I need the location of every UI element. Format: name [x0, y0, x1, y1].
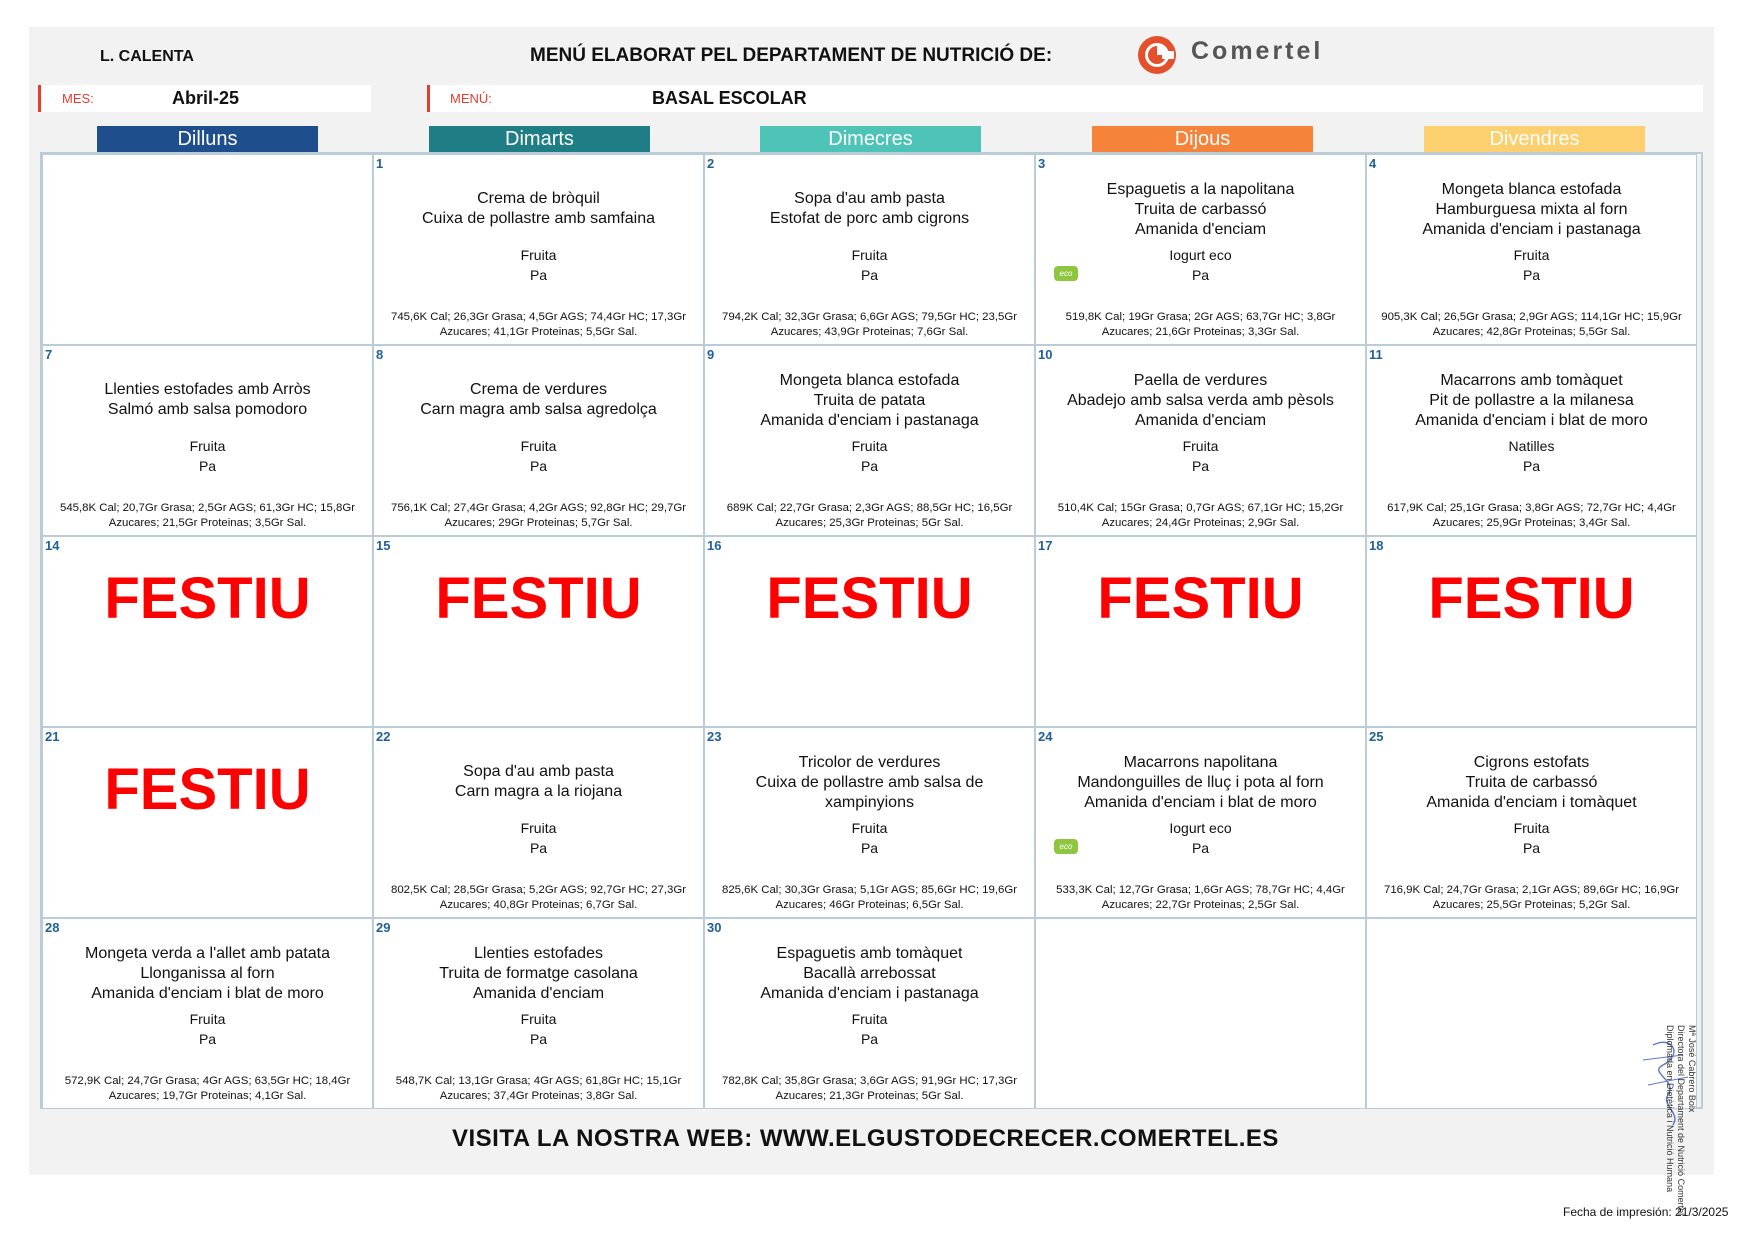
day-number: 11 [1369, 347, 1383, 362]
holiday-label: FESTIU [104, 757, 311, 822]
dessert-item: Fruita [1513, 820, 1550, 836]
dessert-item: Iogurt eco [1169, 247, 1232, 263]
dish-item: Amanida d'enciam [1134, 221, 1267, 238]
day-cell [1366, 154, 1697, 345]
day-cell [42, 918, 373, 1109]
nutrition-info: 617,9K Cal; 25,1Gr Grasa; 3,8Gr AGS; 72,7Gr HC; 4,4Gr Azucares; 25,9Gr Proteinas; 3,4Gr Sal. [1387, 502, 1676, 529]
dish-item: Amanida d'enciam [1134, 412, 1267, 429]
day-cell [373, 536, 704, 727]
line-label: L. CALENTA [100, 48, 194, 65]
bread-item: Pa [1522, 840, 1541, 856]
dish-item: Crema de bròquil [477, 190, 600, 207]
dish-item: Truita de formatge casolana [439, 965, 638, 982]
day-number: 14 [45, 538, 60, 553]
extras-list [374, 436, 703, 476]
dessert-item: Fruita [520, 1011, 557, 1027]
day-cell [373, 345, 704, 536]
dish-item: xampinyions [825, 794, 914, 811]
day-header-tuesday: Dimarts [429, 126, 650, 152]
brand-name: Comertel [1191, 37, 1324, 65]
nutrition-info: 802,5K Cal; 28,5Gr Grasa; 5,2Gr AGS; 92,7Gr HC; 27,3Gr Azucares; 40,8Gr Proteinas; 6,7Gr Sal. [390, 884, 687, 911]
dish-item: Cigrons estofats [1473, 754, 1590, 771]
dish-item: Abadejo amb salsa verda amb pèsols [1067, 392, 1334, 409]
dish-list [705, 189, 1034, 229]
holiday-label: FESTIU [1097, 566, 1304, 631]
dish-item: Carn magra a la riojana [454, 783, 623, 800]
dessert-item: Fruita [851, 820, 888, 836]
day-number: 8 [376, 347, 384, 362]
nutrition-info: 745,6K Cal; 26,3Gr Grasa; 4,5Gr AGS; 74,4Gr HC; 17,3Gr Azucares; 41,1Gr Proteinas; 5,5Gr Sal. [390, 311, 687, 338]
dish-list [374, 762, 703, 802]
day-cell [704, 154, 1035, 345]
month-label: MES: [62, 91, 94, 106]
dish-list [43, 944, 372, 1004]
extras-list [1036, 245, 1365, 285]
holiday-label: FESTIU [1428, 566, 1635, 631]
day-cell [373, 154, 704, 345]
dish-item: Amanida d'enciam [472, 985, 605, 1002]
day-number: 23 [707, 729, 722, 744]
dish-item: Espaguetis a la napolitana [1106, 181, 1295, 198]
month-bar-accent [38, 85, 41, 112]
day-number: 17 [1038, 538, 1053, 553]
dessert-item: Fruita [189, 438, 226, 454]
dish-list [1367, 180, 1696, 240]
calendar-grid [40, 152, 1703, 1109]
day-cell [704, 918, 1035, 1109]
bread-item: Pa [1191, 458, 1210, 474]
signature-line: Mª José Cabrero Bolx [1687, 1025, 1697, 1113]
signature-text [1664, 1025, 1697, 1215]
dish-list [374, 189, 703, 229]
nutrition-info: 794,2K Cal; 32,3Gr Grasa; 6,6Gr AGS; 79,5Gr HC; 23,5Gr Azucares; 43,9Gr Proteinas; 7,6Gr Sal. [721, 311, 1018, 338]
signature-line: Diplomada en Dietètica i Nutrició Humana [1665, 1025, 1675, 1193]
dessert-item: Fruita [189, 1011, 226, 1027]
menu-label: MENÚ: [450, 91, 492, 106]
dish-list [374, 944, 703, 1004]
dish-item: Llenties estofades [474, 945, 603, 962]
dessert-item: Natilles [1508, 438, 1555, 454]
month-bar [38, 85, 371, 112]
dish-item: Cuixa de pollastre amb samfaina [421, 210, 655, 227]
day-cell [1035, 727, 1366, 918]
extras-list [43, 1009, 372, 1049]
day-number: 4 [1369, 156, 1377, 171]
dessert-item: Fruita [851, 1011, 888, 1027]
comertel-logo [1135, 33, 1365, 77]
dessert-item: Fruita [520, 438, 557, 454]
day-number: 1 [376, 156, 384, 171]
website-banner: VISITA LA NOSTRA WEB: WWW.ELGUSTODECRECER.COMERTEL.ES [452, 1125, 1279, 1152]
day-cell [704, 536, 1035, 727]
dish-item: Sopa d'au amb pasta [794, 190, 945, 207]
bread-item: Pa [860, 267, 879, 283]
dish-item: Mongeta blanca estofada [779, 372, 960, 389]
extras-list [1036, 818, 1365, 858]
day-number: 7 [45, 347, 53, 362]
bread-item: Pa [1522, 458, 1541, 474]
extras-list [1367, 436, 1696, 476]
dish-list [705, 371, 1034, 431]
extras-list [1036, 436, 1365, 476]
menu-bar [427, 85, 1703, 112]
nutrition-info: 572,9K Cal; 24,7Gr Grasa; 4Gr AGS; 63,5Gr HC; 18,4Gr Azucares; 19,7Gr Proteinas; 4,1Gr Sal. [64, 1075, 351, 1102]
nutrition-info: 825,6K Cal; 30,3Gr Grasa; 5,1Gr AGS; 85,6Gr HC; 19,6Gr Azucares; 46Gr Proteinas; 6,5Gr Sal. [721, 884, 1018, 911]
day-cell [1035, 154, 1366, 345]
nutrition-info: 689K Cal; 22,7Gr Grasa; 2,3Gr AGS; 88,5Gr HC; 16,5Gr Azucares; 25,3Gr Proteinas; 5Gr Sal. [726, 502, 1013, 529]
dish-item: Truita de carbassó [1465, 774, 1598, 791]
nutrition-info: 545,8K Cal; 20,7Gr Grasa; 2,5Gr AGS; 61,3Gr HC; 15,8Gr Azucares; 21,5Gr Proteinas; 3,5Gr Sal. [59, 502, 356, 529]
extras-list [1367, 245, 1696, 285]
dish-item: Macarrons napolitana [1123, 754, 1278, 771]
dish-list [374, 380, 703, 420]
dish-item: Carn magra amb salsa agredolça [420, 401, 657, 418]
dish-list [705, 944, 1034, 1004]
nutrition-info: 756,1K Cal; 27,4Gr Grasa; 4,2Gr AGS; 92,8Gr HC; 29,7Gr Azucares; 29Gr Proteinas; 5,7Gr Sal. [390, 502, 687, 529]
dish-list [705, 753, 1034, 813]
day-cell [704, 345, 1035, 536]
eco-leaf-icon: eco [1054, 839, 1078, 854]
dish-item: Amanida d'enciam i tomàquet [1426, 794, 1637, 811]
dessert-item: Fruita [851, 438, 888, 454]
day-header-friday: Divendres [1424, 126, 1645, 152]
day-cell [1035, 536, 1366, 727]
bread-item: Pa [860, 840, 879, 856]
holiday-label: FESTIU [435, 566, 642, 631]
dish-item: Truita de carbassó [1134, 201, 1267, 218]
nutrition-info: 510,4K Cal; 15Gr Grasa; 0,7Gr AGS; 67,1Gr HC; 15,2Gr Azucares; 24,4Gr Proteinas; 2,9Gr Sal. [1057, 502, 1344, 529]
dish-item: Mongeta blanca estofada [1441, 181, 1622, 198]
nutrition-info: 782,8K Cal; 35,8Gr Grasa; 3,6Gr AGS; 91,9Gr HC; 17,3Gr Azucares; 21,3Gr Proteinas; 5Gr Sal. [721, 1075, 1018, 1102]
dish-item: Paella de verdures [1133, 372, 1268, 389]
day-cell [1366, 727, 1697, 918]
dessert-item: Fruita [851, 247, 888, 263]
nutrition-info: 548,7K Cal; 13,1Gr Grasa; 4Gr AGS; 61,8Gr HC; 15,1Gr Azucares; 37,4Gr Proteinas; 3,8Gr Sal. [395, 1075, 682, 1102]
extras-list [705, 245, 1034, 285]
menu-value: BASAL ESCOLAR [652, 88, 807, 108]
extras-list [1367, 818, 1696, 858]
menu-bar-accent [427, 85, 430, 112]
nutrition-info: 533,3K Cal; 12,7Gr Grasa; 1,6Gr AGS; 78,7Gr HC; 4,4Gr Azucares; 22,7Gr Proteinas; 2,5Gr Sal. [1056, 884, 1345, 911]
day-number: 29 [376, 920, 391, 935]
day-cell [1035, 345, 1366, 536]
print-date: Fecha de impresión: 21/3/2025 [1563, 1205, 1729, 1219]
day-number: 9 [707, 347, 715, 362]
comertel-logo-icon [1135, 33, 1183, 77]
day-number: 30 [707, 920, 722, 935]
extras-list [705, 1009, 1034, 1049]
extras-list [705, 436, 1034, 476]
dish-item: Amanida d'enciam i pastanaga [1422, 221, 1641, 238]
bread-item: Pa [860, 458, 879, 474]
bread-item: Pa [1522, 267, 1541, 283]
day-number: 2 [707, 156, 715, 171]
dessert-item: Iogurt eco [1169, 820, 1232, 836]
dish-item: Llonganissa al forn [140, 965, 275, 982]
day-number: 16 [707, 538, 722, 553]
day-number: 15 [376, 538, 391, 553]
day-cell [373, 727, 704, 918]
nutrition-info: 716,9K Cal; 24,7Gr Grasa; 2,1Gr AGS; 89,6Gr HC; 16,9Gr Azucares; 25,5Gr Proteinas; 5,2Gr Sal. [1383, 884, 1680, 911]
dish-item: Cuixa de pollastre amb salsa de [755, 774, 984, 791]
dish-item: Llenties estofades amb Arròs [104, 381, 311, 398]
bread-item: Pa [529, 458, 548, 474]
day-header-wednesday: Dimecres [760, 126, 981, 152]
dish-item: Amanida d'enciam i blat de moro [91, 985, 324, 1002]
dish-item: Amanida d'enciam i pastanaga [760, 985, 979, 1002]
day-number: 10 [1038, 347, 1053, 362]
bread-item: Pa [198, 458, 217, 474]
bread-item: Pa [1191, 840, 1210, 856]
dessert-item: Fruita [1513, 247, 1550, 263]
day-number: 3 [1038, 156, 1046, 171]
day-cell [373, 918, 704, 1109]
dish-item: Bacallà arrebossat [803, 965, 936, 982]
bread-item: Pa [198, 1031, 217, 1047]
dish-item: Mandonguilles de lluç i pota al forn [1077, 774, 1324, 791]
dish-list [1036, 753, 1365, 813]
day-cell [1366, 345, 1697, 536]
day-number: 25 [1369, 729, 1384, 744]
dish-item: Salmó amb salsa pomodoro [107, 401, 308, 418]
day-number: 24 [1038, 729, 1053, 744]
dish-list [1367, 371, 1696, 431]
day-number: 22 [376, 729, 391, 744]
dish-item: Mongeta verda a l'allet amb patata [85, 945, 330, 962]
dish-list [1036, 371, 1365, 431]
day-cell [42, 727, 373, 918]
dish-item: Amanida d'enciam i blat de moro [1084, 794, 1317, 811]
bread-item: Pa [529, 1031, 548, 1047]
holiday-label: FESTIU [104, 566, 311, 631]
day-cell [42, 536, 373, 727]
page-title: MENÚ ELABORAT PEL DEPARTAMENT DE NUTRICIÓ DE: [530, 45, 1053, 66]
nutrition-info: 519,8K Cal; 19Gr Grasa; 2Gr AGS; 63,7Gr HC; 3,8Gr Azucares; 21,6Gr Proteinas; 3,3Gr Sal. [1065, 311, 1336, 338]
bread-item: Pa [1191, 267, 1210, 283]
day-cell [704, 727, 1035, 918]
day-cell [42, 154, 373, 345]
holiday-label: FESTIU [766, 566, 973, 631]
day-cell [42, 345, 373, 536]
extras-list [705, 818, 1034, 858]
day-header-monday: Dilluns [97, 126, 318, 152]
bread-item: Pa [860, 1031, 879, 1047]
extras-list [43, 436, 372, 476]
dish-item: Truita de patata [813, 392, 926, 409]
dish-item: Espaguetis amb tomàquet [776, 945, 963, 962]
dish-list [43, 380, 372, 420]
dessert-item: Fruita [1182, 438, 1219, 454]
day-header-thursday: Dijous [1092, 126, 1313, 152]
signature-block [1633, 1025, 1697, 1216]
extras-list [374, 1009, 703, 1049]
dish-item: Pit de pollastre a la milanesa [1429, 392, 1634, 409]
day-number: 18 [1369, 538, 1384, 553]
day-cell [1366, 536, 1697, 727]
month-value: Abril-25 [172, 88, 240, 108]
dish-list [1367, 753, 1696, 813]
dessert-item: Fruita [520, 247, 557, 263]
dish-item: Amanida d'enciam i pastanaga [760, 412, 979, 429]
dessert-item: Fruita [520, 820, 557, 836]
dish-item: Hamburguesa mixta al forn [1435, 201, 1628, 218]
signature-line: Directora del Departament de Nutrició Comertel [1676, 1025, 1686, 1216]
day-cell [1035, 918, 1366, 1109]
nutrition-info: 905,3K Cal; 26,5Gr Grasa; 2,9Gr AGS; 114,1Gr HC; 15,9Gr Azucares; 42,8Gr Proteinas; 5,5Gr Sal. [1381, 311, 1682, 338]
extras-list [374, 818, 703, 858]
bread-item: Pa [529, 840, 548, 856]
day-number: 21 [45, 729, 60, 744]
bread-item: Pa [529, 267, 548, 283]
extras-list [374, 245, 703, 285]
day-number: 28 [45, 920, 60, 935]
dish-item: Amanida d'enciam i blat de moro [1415, 412, 1648, 429]
dish-item: Sopa d'au amb pasta [463, 763, 614, 780]
eco-leaf-icon: eco [1054, 266, 1078, 281]
dish-item: Crema de verdures [470, 381, 607, 398]
dish-item: Macarrons amb tomàquet [1440, 372, 1623, 389]
dish-list [1036, 180, 1365, 240]
dish-item: Tricolor de verdures [798, 754, 941, 771]
dish-item: Estofat de porc amb cigrons [769, 210, 970, 227]
